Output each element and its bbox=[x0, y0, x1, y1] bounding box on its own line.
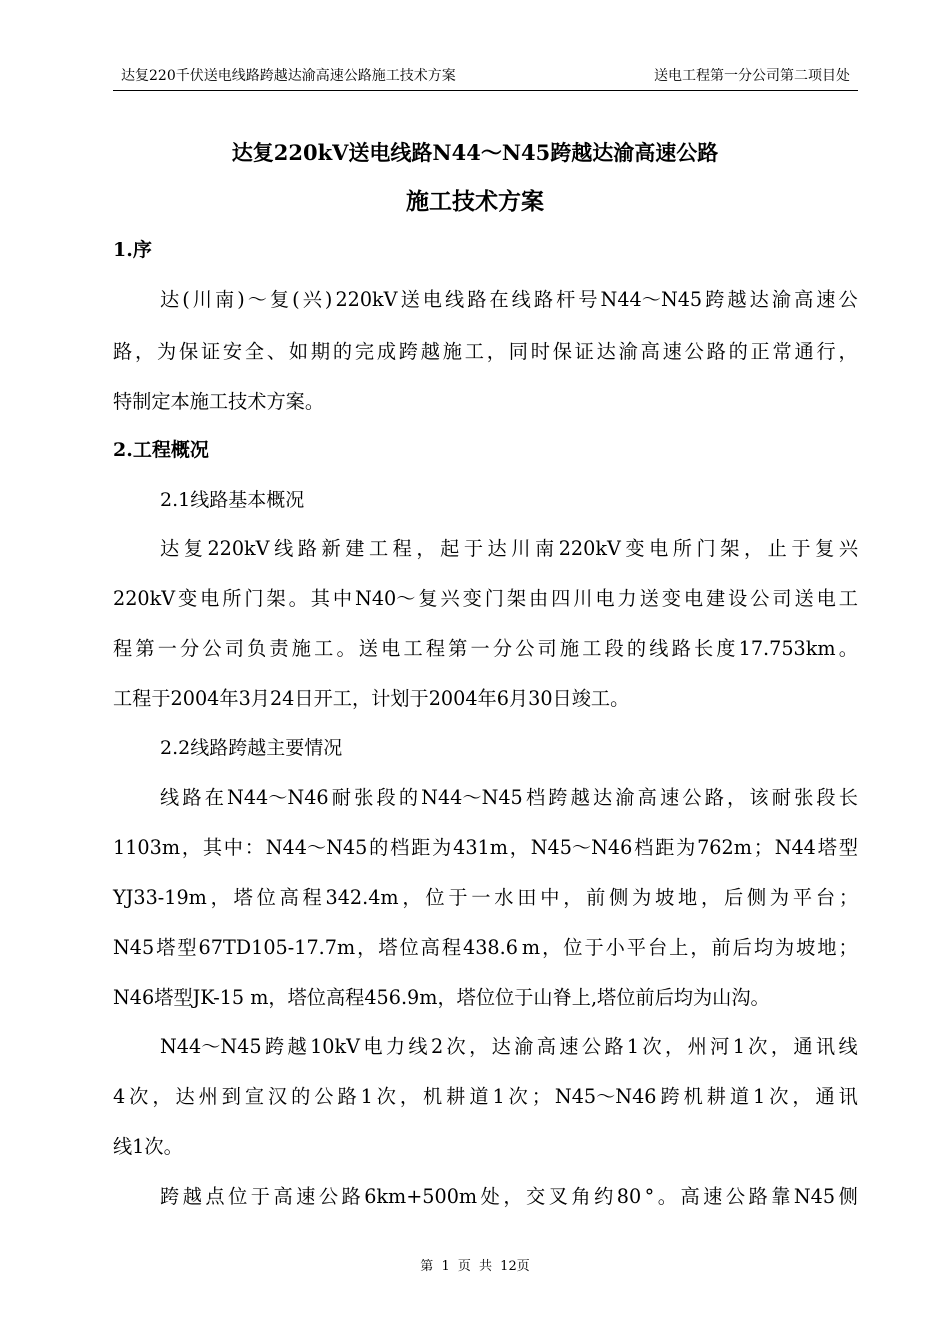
page-footer bbox=[0, 1258, 950, 1276]
paragraph-line: 特制定本施工技术方案。 bbox=[113, 390, 325, 413]
footer-page-number: 1 bbox=[441, 1259, 450, 1274]
footer-word: 共 bbox=[479, 1259, 493, 1274]
paragraph-line: 工程于2004年3月24日开工，计划于2004年6月30日竣工。 bbox=[113, 687, 630, 710]
paragraph-line: N44～N45 跨 越 10kV 电 力 线 2 次 ， 达 渝 高 速 公 路 1 次 ， 州 河 1 次 ， 通 讯 线 bbox=[160, 1035, 858, 1058]
header-document-title: 达复220千伏送电线路跨越达渝高速公路施工技术方案 bbox=[121, 68, 456, 84]
paragraph-line: 1103m ， 其 中 ： N44～N45 的 档 距 为 431m ， N45～N46 档 距 为 762m ； N44 塔 型 bbox=[113, 836, 858, 859]
paragraph-line: 220kV 变 电 所 门 架 。 其 中 N40～ 复 兴 变 门 架 由 四 川 电 力 送 变 电 建 设 公 司 送 电 工 bbox=[113, 587, 858, 610]
paragraph-line: 跨 越 点 位 于 高 速 公 路 6km+500m 处 ， 交 叉 角 约 80 ° 。 高 速 公 路 靠 N45 侧 bbox=[160, 1185, 858, 1208]
paragraph-line: 达 复 220kV 线 路 新 建 工 程 ， 起 于 达 川 南 220kV 变 电 所 门 架 ， 止 于 复 兴 bbox=[160, 537, 858, 560]
paragraph-line: 线1次。 bbox=[113, 1135, 183, 1158]
paragraph-line: YJ33-19m ， 塔 位 高 程 342.4m ， 位 于 一 水 田 中 ， 前 侧 为 坡 地 ， 后 侧 为 平 台 ； bbox=[113, 886, 858, 909]
paragraph-line: 4 次 ， 达 州 到 宣 汉 的 公 路 1 次 ， 机 耕 道 1 次 ； N45～N46 跨 机 耕 道 1 次 ， 通 讯 bbox=[113, 1085, 858, 1108]
paragraph-line: N46塔型JK-15 m，塔位高程456.9m，塔位位于山脊上,塔位前后均为山沟。 bbox=[113, 986, 770, 1009]
footer-word: 页 bbox=[457, 1259, 471, 1274]
footer-total-pages: 12页 bbox=[500, 1259, 530, 1274]
paragraph-line: 线 路 在 N44～N46 耐 张 段 的 N44～N45 档 跨 越 达 渝 高 速 公 路 ， 该 耐 张 段 长 bbox=[160, 786, 858, 809]
subsection-heading-2-2: 2.2线路跨越主要情况 bbox=[160, 737, 343, 759]
paragraph-line: 达 ( 川 南 ) ～ 复 ( 兴 ) 220kV 送 电 线 路 在 线 路 杆 号 N44～N45 跨 越 达 渝 高 速 公 bbox=[160, 288, 858, 311]
footer-word: 第 bbox=[420, 1259, 434, 1274]
document-subtitle: 施工技术方案 bbox=[406, 188, 544, 215]
section-heading-1: 1.序 bbox=[113, 239, 152, 261]
section-heading-2: 2.工程概况 bbox=[113, 439, 209, 461]
subsection-heading-2-1: 2.1线路基本概况 bbox=[160, 489, 305, 511]
paragraph-line: 程 第 一 分 公 司 负 责 施 工 。 送 电 工 程 第 一 分 公 司 施 工 段 的 线 路 长 度 17.753km 。 bbox=[113, 637, 858, 660]
paragraph-line: 路 ， 为 保 证 安 全 、 如 期 的 完 成 跨 越 施 工 ， 同 时 保 证 达 渝 高 速 公 路 的 正 常 通 行 ， bbox=[113, 340, 858, 363]
header-organization: 送电工程第一分公司第二项目处 bbox=[654, 68, 850, 84]
document-title: 达复220kV送电线路N44～N45跨越达渝高速公路 bbox=[231, 140, 719, 165]
page-header bbox=[113, 64, 858, 91]
paragraph-line: N45 塔 型 67TD105-17.7m ， 塔 位 高 程 438.6 m ， 位 于 小 平 台 上 ， 前 后 均 为 坡 地 ； bbox=[113, 936, 858, 959]
